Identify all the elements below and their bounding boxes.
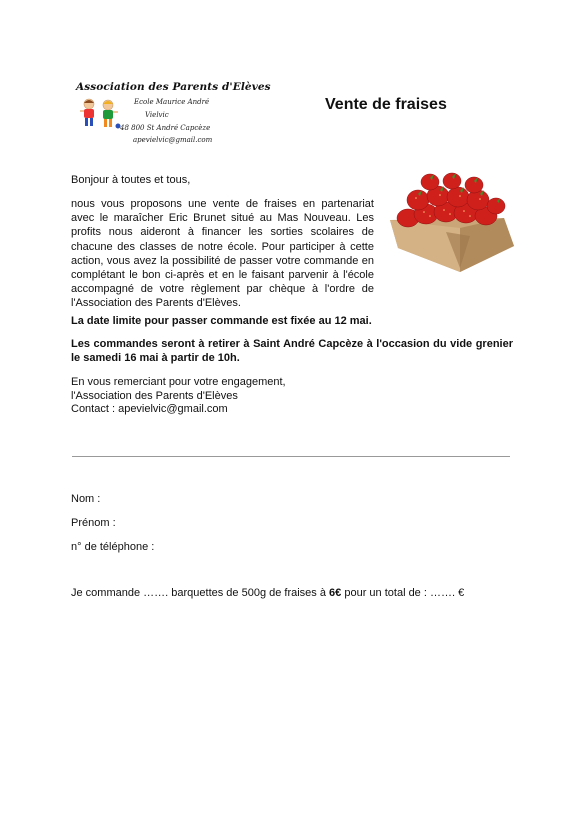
strawberry-basket-image — [386, 168, 516, 276]
contact-email: Contact : apevielvic@gmail.com — [71, 403, 228, 415]
order-deadline: La date limite pour passer commande est fixée au 12 mai. — [71, 315, 372, 327]
children-logo-icon — [78, 97, 122, 131]
association-name: Association des Parents d'Elèves — [76, 81, 271, 93]
page-title: Vente de fraises — [325, 96, 447, 113]
order-line — [71, 587, 464, 599]
letter-body: nous vous proposons une vente de fraises en partenariat avec le maraîcher Eric Brunet situé au Mas Nouveau. Les profits nous aideront à financer les sorties scolaires de chacune des classes de notre école. Pour participer à cette action, vous avez la possibilité de passer votre commande en complétant le bon ci-après et en le faisant parvenir à l'école accompagné de votre règlement par chèque à l'ordre de l'Association des Parents d'Elèves. — [71, 198, 374, 310]
closing-thanks: En vous remerciant pour votre engagement, — [71, 376, 286, 388]
phone-label: n° de téléphone : — [71, 541, 155, 553]
order-prefix: Je commande ……. barquettes de 500g de fraises à — [71, 587, 330, 599]
school-address: 48 800 St André Capcèze — [120, 124, 211, 132]
school-town: Vielvic — [145, 111, 169, 119]
school-email: apevielvic@gmail.com — [133, 136, 213, 144]
pickup-info: Les commandes seront à retirer à Saint André Capcèze à l'occasion du vide grenier le samedi 16 mai à partir de 10h. — [71, 338, 513, 365]
school-name: Ecole Maurice André — [134, 98, 210, 106]
price: 6€ — [329, 587, 342, 599]
nom-label: Nom : — [71, 493, 101, 505]
prenom-label: Prénom : — [71, 517, 116, 529]
closing-signature: l'Association des Parents d'Elèves — [71, 390, 238, 402]
divider — [72, 456, 510, 457]
letter-greeting: Bonjour à toutes et tous, — [71, 174, 191, 186]
order-suffix: pour un total de : ……. € — [341, 587, 465, 599]
